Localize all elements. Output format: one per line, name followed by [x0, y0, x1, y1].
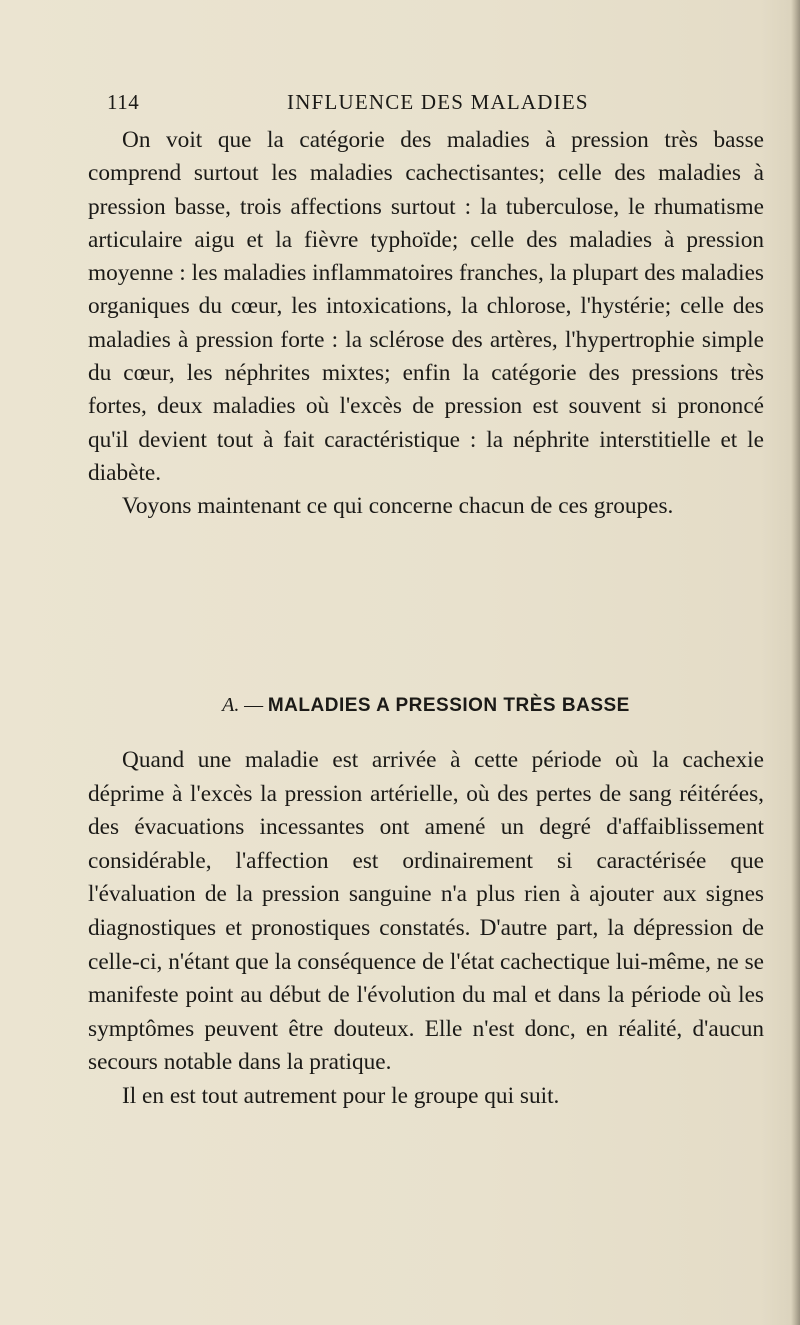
running-header [107, 90, 767, 120]
section-heading [88, 690, 764, 721]
body-text-block [88, 124, 764, 524]
intro-paragraph: On voit que la catégorie des maladies à pression très basse comprend surtout les maladies cachectisantes; celle des maladies à pression basse, trois affections surtout : la tuberculose, le rhumatisme articulaire aigu et la fièvre typhoïde; celle des maladies à pression moyenne : les maladies inflammatoires franches, la plupart des maladies organiques du cœur, les intoxications, la chlorose, l'hystérie; celle des maladies à pression forte : la sclérose des artères, l'hypertrophie simple du cœur, les néphrites mixtes; enfin la catégorie des pressions très fortes, deux maladies où l'excès de pression est souvent si prononcé qu'il devient tout à fait caractéristique : la néphrite interstitielle et le diabète. [88, 127, 764, 486]
running-title: INFLUENCE DES MALADIES [287, 90, 589, 114]
section-title: MALADIES A PRESSION TRÈS BASSE [267, 695, 630, 716]
section-letter: A. [222, 694, 240, 716]
section-paragraph-1: Quand une maladie est arrivée à cette période où la cachexie déprime à l'excès la pression artérielle, où des pertes de sang réitérées, des évacuations incessantes ont amené un degré d'affaiblissement considérable, l'affection est ordinairement si caractérisée que l'évaluation de la pression sanguine n'a plus rien à ajouter aux signes diagnostiques et pronostiques constatés. D'autre part, la dépression de celle-ci, n'étant que la conséquence de l'état cachectique lui-même, ne se manifeste point au début de l'évolution du mal et dans la période où les symptômes peuvent être douteux. Elle n'est donc, en réalité, d'aucun secours notable dans la pratique. [88, 747, 764, 1076]
section-text-block [88, 744, 764, 1114]
page-edge-shadow [791, 0, 800, 1325]
section-dash: — [244, 695, 264, 716]
transition-paragraph: Voyons maintenant ce qui concerne chacun de ces groupes. [122, 493, 674, 520]
page-number: 114 [107, 90, 140, 114]
section-paragraph-2: Il en est tout autrement pour le groupe qui suit. [122, 1082, 560, 1109]
